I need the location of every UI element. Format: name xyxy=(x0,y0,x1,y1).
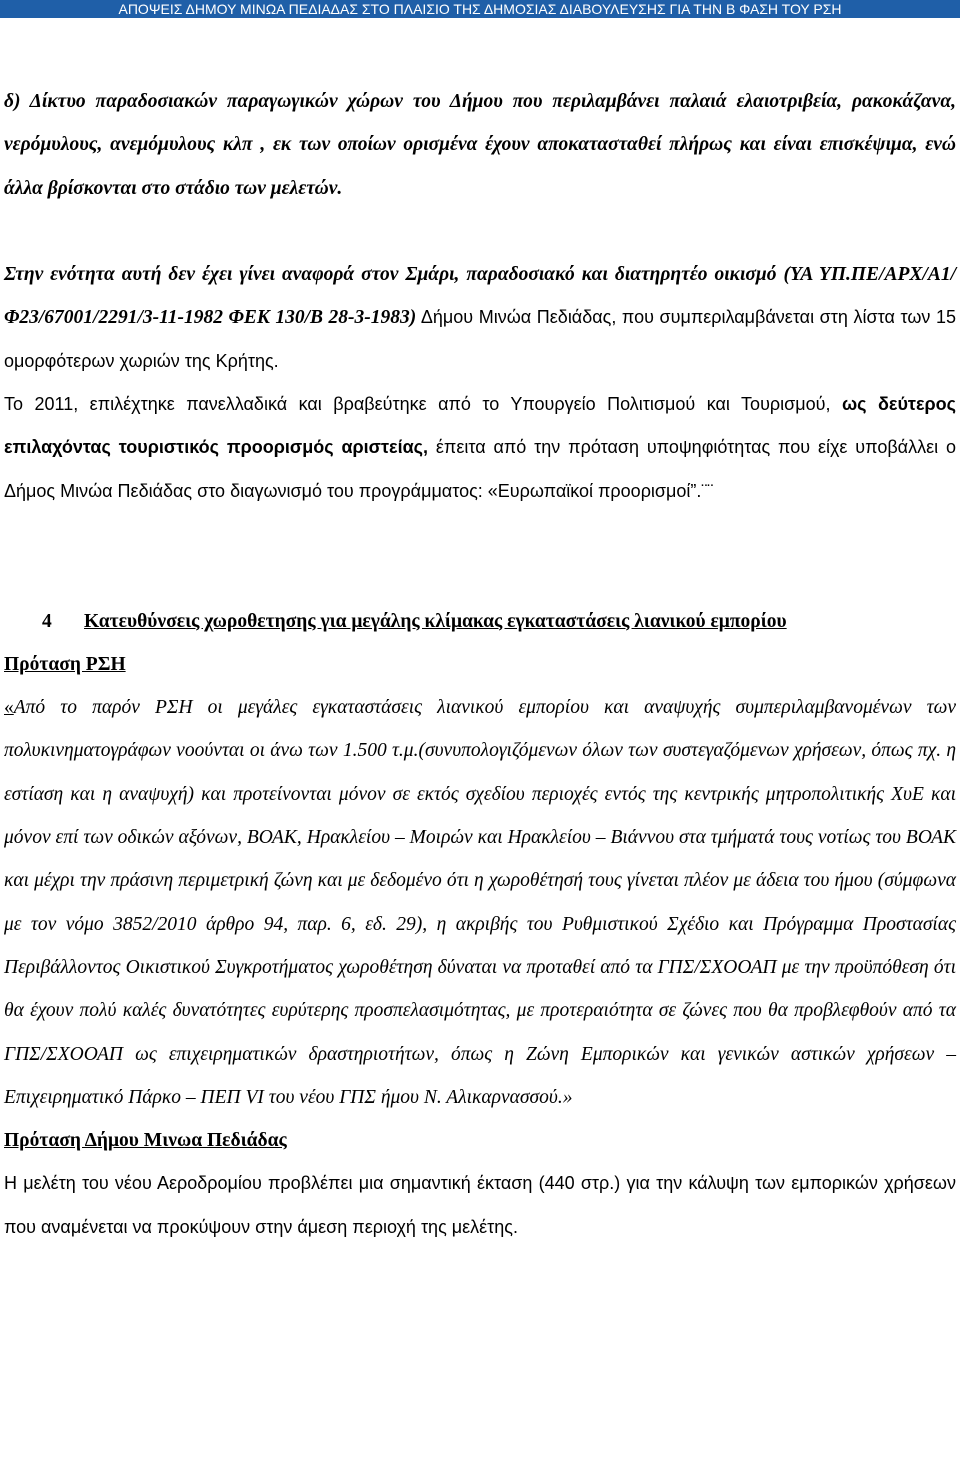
proposal-municipality-paragraph: Η μελέτη του νέου Αεροδρομίου προβλέπει μια σημαντική έκταση (440 στρ.) για την κάλυψη των εμπορικών χρήσεων που αναμένεται να προκύψουν στην άμεση περιοχή της μελέτης. xyxy=(4,1173,956,1237)
award-text-after: έπειτα από την πρόταση υποψηφιότητας που είχε υποβάλλει ο Δήμος Μινώα Πεδιάδας στο διαγωνισμό του προγράμματος: «Ευρωπαϊκοί προορισμοί”.¨¨ xyxy=(4,437,956,501)
smari-paragraph xyxy=(4,253,956,383)
smari-bold-text: Στην ενότητα αυτή δεν έχει γίνει αναφορά στον Σμάρι, παραδοσιακό και διατηρητέο οικισμό (ΥΑ ΥΠ.ΠΕ/ΑΡΧ/Α1/Φ23/67001/2291/3-11-1982 ΦΕΚ 130/Β 28-3-1983) xyxy=(4,264,956,329)
proposal-rsh-text: Από το παρόν ΡΣΗ οι μεγάλες εγκαταστάσεις λιανικού εμπορίου και αναψυχής συμπεριλαμβανομένων των πολυκινηματογράφων νοούνται οι άνω των 1.500 τ.μ.(συνυπολογιζόμενων όλων των συστεγαζόμενων χρήσεων, όπως πχ. η εστίαση και η αναψυχή) και προτείνονται μόνον σε εκτός σχεδίου περιοχές εντός της κεντρικής μητροπολιτικής ΧυΕ και μόνον επί των οδικών αξόνων, ΒΟΑΚ, Ηρακλείου – Μοιρών και Ηρακλείου – Βιάννου στα τμήματά τους νοτίως του ΒΟΑΚ και μέχρι την πράσινη περιμετρική ζώνη και με δεδομένο ότι η χωροθέτησή τους γίνεται πλέον με άδεια του ήμου (σύμφωνα με τον νόμο 3852/2010 άρθρο 94, παρ. 6, εδ. 29), η ακριβής του Ρυθμιστικού Σχέδιο και Πρόγραμμα Προστασίας Περιβάλλοντος Οικιστικού Συγκροτήματος χωροθέτηση δύναται να προταθεί από τα ΓΠΣ/ΣΧΟΟΑΠ με την προϋπόθεση ότι θα έχουν πολύ καλές δυνατότητες ευρύτερης προσπελασιμότητας, με προτεραιότητα σε ζώνες που θα προβλεφθούν από τα ΓΠΣ/ΣΧΟΟΑΠ ως επιχειρηματικών δραστηριοτήτων, όπως η Ζώνη Εμπορικών και γενικών αστικών χρήσεων – Επιχειρηματικό Πάρκο – ΠΕΠ VI του νέου ΓΠΣ ήμου Ν. Αλικαρνασσού.» xyxy=(4,697,956,1108)
smari-rest-text: Δήμου Μινώα Πεδιάδας, που συμπεριλαμβάνεται στη λίστα των 15 ομορφότερων χωριών της Κρήτης. xyxy=(4,307,956,371)
proposal-rsh-label: Πρόταση ΡΣΗ xyxy=(4,653,126,675)
award-text-bold: ως δεύτερος επιλαχόντας τουριστικός προορισμός αριστείας, xyxy=(4,394,956,458)
proposal-rsh-quote-open: « xyxy=(4,697,14,719)
award-paragraph xyxy=(4,383,956,513)
section-4-number: 4 xyxy=(42,610,52,632)
proposal-municipality-label: Πρόταση Δήμου Μινωα Πεδιάδας xyxy=(4,1130,287,1152)
section-d-paragraph: δ) Δίκτυο παραδοσιακών παραγωγικών χώρων του Δήμου που περιλαμβάνει παλαιά ελαιοτριβεία, ρακοκάζανα, νερόμυλους, ανεμόμυλους κλπ , εκ των οποίων ορισμένα έχουν αποκατασταθεί πλήρως και είναι επισκέψιμα, ενώ άλλα βρίσκονται στο στάδιο των μελετών. xyxy=(4,91,956,199)
award-text-before: Το 2011, επιλέχτηκε πανελλαδικά και βραβεύτηκε από το Υπουργείο Πολιτισμού και Τουρισμού, xyxy=(4,394,842,415)
spacer xyxy=(4,513,956,600)
section-4-heading xyxy=(4,600,956,643)
document-header: ΑΠΟΨΕΙΣ ΔΗΜΟΥ ΜΙΝΩΑ ΠΕΔΙΑΔΑΣ ΣΤΟ ΠΛΑΙΣΙΟ ΤΗΣ ΔΗΜΟΣΙΑΣ ΔΙΑΒΟΥΛΕΥΣΗΣ ΓΙΑ ΤΗΝ Β ΦΑΣΗ ΤΟΥ ΡΣΗ xyxy=(0,0,960,18)
spacer xyxy=(4,210,956,253)
section-4-title: Κατευθύνσεις χωροθετησης για μεγάλης κλίμακας εγκαταστάσεις λιανικού εμπορίου xyxy=(84,610,787,632)
document-body xyxy=(4,80,956,1249)
proposal-rsh-paragraph xyxy=(4,686,956,1119)
